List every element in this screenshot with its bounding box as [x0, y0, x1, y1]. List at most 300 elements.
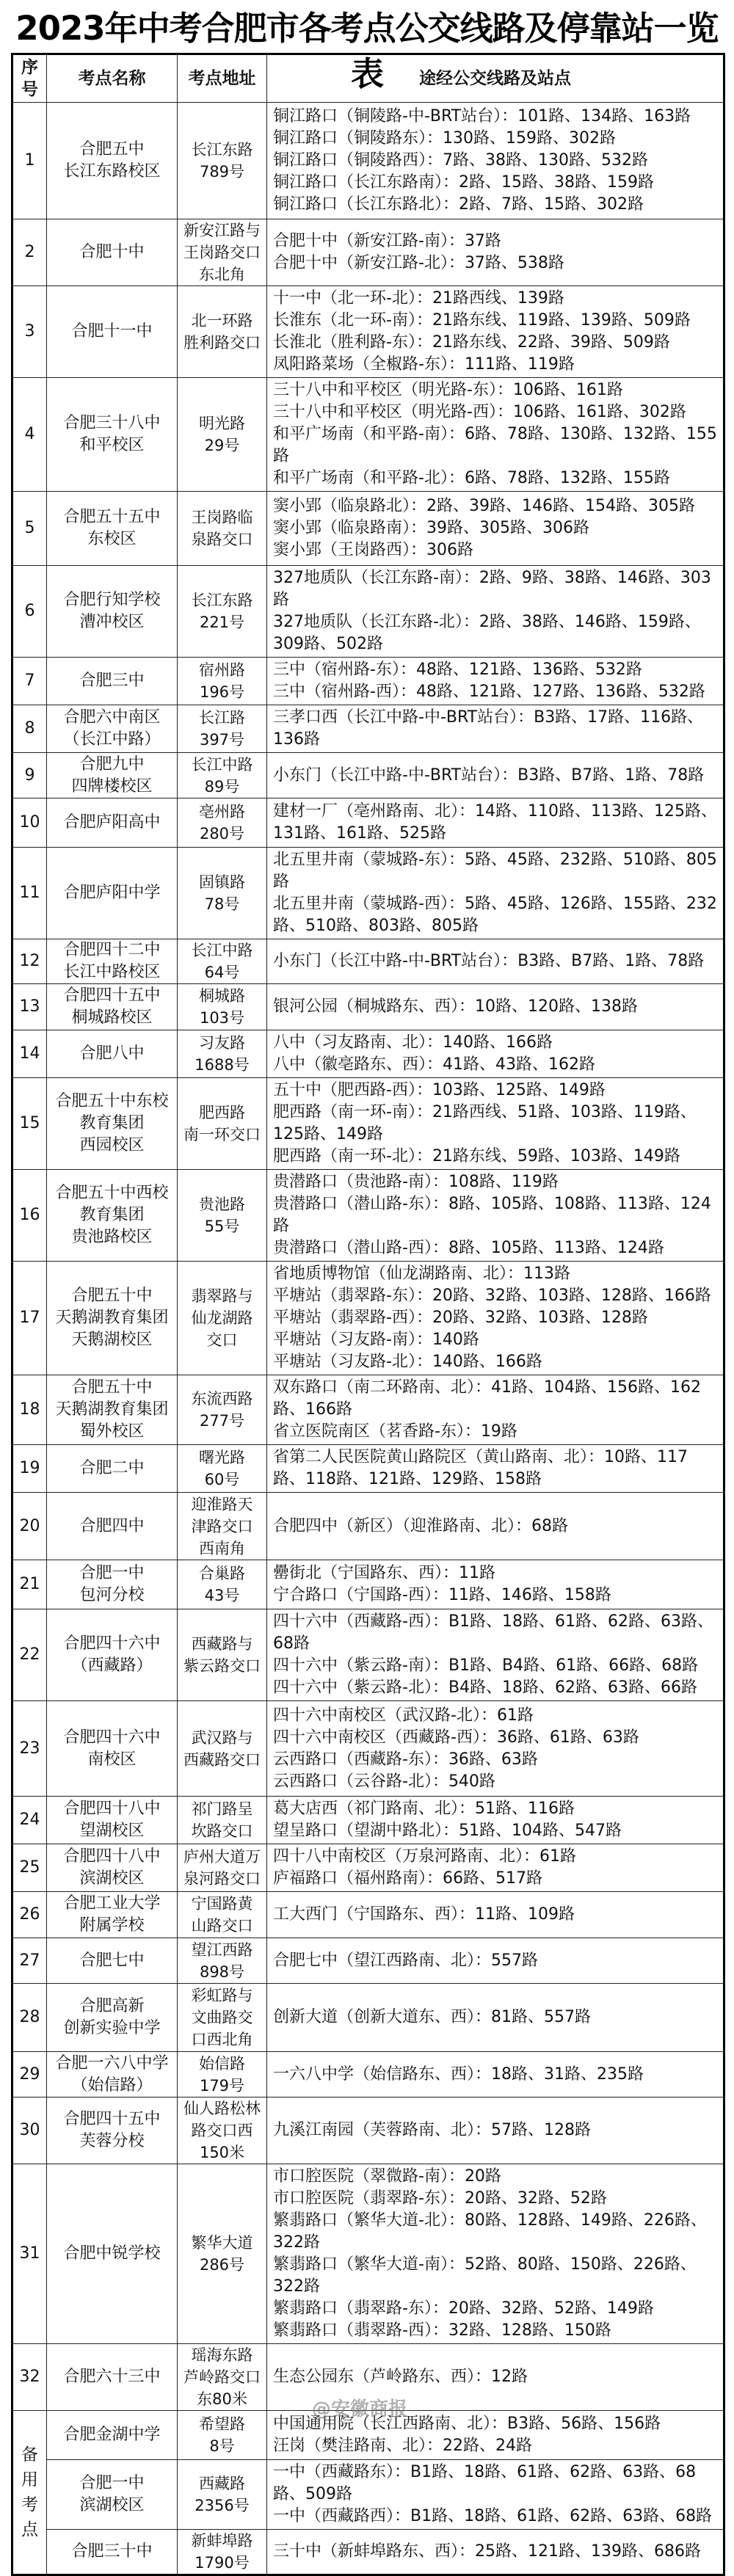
bus-stop-routes: 五十中（肥西路-西）：103路、125路、149路 [273, 1081, 606, 1099]
exam-site-name-line: 合肥四十六中 [63, 1634, 161, 1653]
bus-stop-routes: 四十六中（紫云路-北）：B4路、18路、62路、63路、66路 [273, 1678, 698, 1697]
bus-stop-routes: 八中（徽亳路东、西）：41路、43路、162路 [273, 1055, 595, 1074]
bus-stop-routes: 生态公园东（芦岭路东、西）：12路 [273, 2368, 528, 2386]
exam-site-address-line: 肥西路 [199, 1104, 245, 1121]
bus-routes [267, 1797, 724, 1844]
exam-site-name-line: 芙蓉分校 [79, 2132, 145, 2150]
row-number: 11 [12, 848, 47, 939]
bus-stop-routes: 327地质队（长江东路-南）：2路、9路、38路、146路、303路 [273, 569, 711, 609]
table-row [12, 1375, 724, 1445]
row-number: 22 [12, 1609, 47, 1701]
exam-site-name-line: （西藏路） [71, 1656, 153, 1675]
exam-site-address [178, 286, 267, 378]
bus-stop-routes: 云西路口（云谷路-北）：540路 [273, 1772, 495, 1791]
exam-site-address-line: 合巢路 [199, 1565, 245, 1582]
row-number: 18 [12, 1375, 47, 1445]
bus-routes [267, 1170, 724, 1262]
bus-routes [267, 492, 724, 566]
row-number: 23 [12, 1701, 47, 1797]
table-row [12, 705, 724, 753]
exam-site-name [47, 753, 178, 798]
exam-site-address-line: 西藏路交口 [184, 1750, 261, 1769]
exam-site-name [47, 848, 178, 939]
exam-site-address-line: 78号 [204, 895, 240, 913]
bus-stop-routes: 窦小郢（王岗路西）：306路 [273, 541, 473, 559]
exam-site-address-line: 亳州路 [199, 803, 245, 821]
exam-site-name-line: 滨湖校区 [79, 1869, 145, 1888]
exam-site-address-line: 路交口西 [191, 2122, 253, 2139]
bus-routes [267, 798, 724, 848]
exam-site-name-line: 合肥十一中 [71, 322, 153, 341]
exam-site-address [178, 2411, 267, 2460]
table-row [12, 1701, 724, 1797]
bus-stop-routes: 三中（宿州路-西）：48路、121路、127路、136路、532路 [273, 683, 705, 701]
row-number: 29 [12, 2052, 47, 2097]
bus-stop-routes: 四十八中南校区（万泉河路南、北）：61路 [273, 1847, 576, 1866]
bus-stop-routes: 繁翡路口（繁华大道-南）：52路、80路、150路、226路、322路 [273, 2255, 697, 2296]
exam-site-name [47, 1493, 178, 1560]
bus-routes [267, 219, 724, 286]
exam-site-name [47, 1170, 178, 1262]
exam-site-name [47, 1030, 178, 1078]
exam-site-name-line: 合肥四十二中 [63, 941, 161, 959]
exam-site-name-line: 西园校区 [79, 1136, 145, 1154]
exam-site-name-line: 长江中路校区 [63, 963, 161, 981]
exam-site-name [47, 2097, 178, 2164]
exam-site-name-line: 合肥十中 [79, 243, 145, 261]
bus-stop-routes: 合肥十中（新安江路-北）：37路、538路 [273, 254, 564, 272]
exam-site-name [47, 492, 178, 566]
bus-routes [267, 1493, 724, 1560]
table-row [12, 798, 724, 848]
bus-stop-routes: 小东门（长江中路-中-BRT站台）：B3路、B7路、1路、78路 [273, 765, 705, 785]
exam-site-address-line: 西藏路 [199, 2475, 245, 2492]
exam-site-address-line: 口西北角 [191, 2031, 253, 2048]
exam-site-address-line: 179号 [199, 2076, 245, 2095]
exam-site-address [178, 1262, 267, 1375]
bus-routes [267, 378, 724, 492]
bus-stop-routes: 327地质队（长江东路-北）：2路、38路、146路、159路、309路、502路 [273, 613, 701, 653]
exam-site-name [47, 219, 178, 286]
exam-site-name-line: 合肥三中 [79, 672, 145, 690]
exam-site-address-line: 789号 [199, 163, 245, 181]
row-number: 16 [12, 1170, 47, 1262]
exam-site-address-line: 长江路 [199, 709, 245, 727]
bus-stop-routes: 平塘站（翡翠路-西）：20路、32路、103路、128路 [273, 1309, 648, 1327]
row-number: 2 [12, 219, 47, 286]
row-number: 8 [12, 705, 47, 753]
exam-site-address-line: 60号 [204, 1471, 240, 1488]
exam-site-name [47, 1375, 178, 1445]
row-number: 28 [12, 1984, 47, 2052]
exam-site-name-line: 合肥九中 [79, 754, 145, 774]
table-row [12, 1030, 724, 1078]
exam-site-address [178, 103, 267, 219]
bus-stop-routes: 平塘站（翡翠路-东）：20路、32路、103路、128路、166路 [273, 1287, 711, 1305]
exam-site-name-line: 合肥五十中东校 [55, 1092, 169, 1110]
exam-site-address [178, 1445, 267, 1493]
bus-stop-routes: 合肥十中（新安江路-南）：37路 [273, 232, 501, 250]
exam-site-address-line: 交口 [206, 1331, 238, 1349]
exam-site-address [178, 1844, 267, 1892]
exam-site-address-line: 150米 [199, 2144, 245, 2161]
exam-site-name-line: （始信路） [71, 2075, 153, 2095]
bus-stop-routes: 长淮东（北一环-南）：21路东线、119路、139路、509路 [273, 311, 691, 330]
exam-site-name-line: 合肥行知学校 [63, 591, 161, 609]
bus-stop-routes: 贵潜路口（贵池路-南）：108路、119路 [273, 1173, 559, 1191]
exam-site-address [178, 798, 267, 848]
exam-site-name [47, 2411, 178, 2460]
table-row [12, 2097, 724, 2164]
row-number: 26 [12, 1892, 47, 1938]
exam-site-address [178, 1701, 267, 1797]
backup-sites-label [12, 2411, 47, 2575]
bus-stop-routes: 市口腔医院（翠微路-南）：20路 [273, 2167, 501, 2186]
exam-site-address-line: 仙人路松林 [184, 2100, 261, 2117]
header-no-label: 序号 [21, 58, 38, 99]
exam-site-address-line: 泉河路交口 [184, 1870, 261, 1888]
table-row [12, 1445, 724, 1493]
table-row [12, 1262, 724, 1375]
table-row [12, 219, 724, 286]
bus-stop-routes: 创新大道（创新大道东、西）：81路、557路 [273, 2008, 591, 2026]
bus-routes [267, 939, 724, 984]
exam-site-address [178, 219, 267, 286]
exam-site-address-line: 196号 [199, 683, 245, 701]
exam-site-address-line: 277号 [199, 1412, 245, 1430]
exam-site-address-line: 29号 [204, 437, 240, 454]
exam-site-address [178, 566, 267, 658]
row-number: 5 [12, 492, 47, 566]
exam-site-name-line: 合肥庐阳高中 [63, 813, 161, 832]
exam-site-address [178, 1170, 267, 1262]
exam-site-name-line: 合肥五十中 [71, 1287, 153, 1305]
exam-site-name [47, 1560, 178, 1609]
bus-stop-routes: 三十八中和平校区（明光路-东）：106路、161路 [273, 381, 623, 399]
table-row [12, 1493, 724, 1560]
exam-site-address-line: 武汉路与 [191, 1728, 253, 1747]
bus-routes [267, 753, 724, 798]
table-row [12, 658, 724, 705]
exam-site-address-line: 89号 [204, 777, 240, 796]
backup-label-char: 点 [21, 2520, 38, 2539]
exam-site-name-line: 合肥五十中 [71, 1378, 153, 1397]
exam-site-address [178, 492, 267, 566]
exam-site-name [47, 2052, 178, 2097]
exam-site-name-line: 天鹅湖教育集团 [55, 1400, 169, 1419]
bus-routes [267, 286, 724, 378]
bus-stop-routes: 罍街北（宁国路东、西）：11路 [273, 1564, 495, 1582]
row-number: 1 [12, 103, 47, 219]
bus-stop-routes: 庐福路口（福州路南）：66路、517路 [273, 1869, 542, 1888]
exam-site-address-line: 221号 [199, 614, 245, 631]
row-number: 6 [12, 566, 47, 658]
exam-site-name [47, 378, 178, 492]
table-row [12, 1844, 724, 1892]
bus-stop-routes: 北五里井南（蒙城路-东）：5路、45路、232路、510路、805路 [273, 851, 717, 891]
exam-site-address-line: 西藏路与 [191, 1635, 253, 1653]
exam-site-name-line: 合肥四十八中 [63, 1800, 161, 1818]
exam-site-name [47, 103, 178, 219]
exam-site-address [178, 1375, 267, 1445]
bus-stop-routes: 小东门（长江中路-中-BRT站台）：B3路、B7路、1路、78路 [273, 952, 705, 970]
bus-stop-routes: 繁翡路口（翡翠路-东）：20路、32路、52路、149路 [273, 2299, 654, 2318]
bus-stop-routes: 三中（宿州路-东）：48路、121路、136路、532路 [273, 661, 642, 679]
exam-site-name-line: 合肥四十六中 [63, 1728, 161, 1747]
watermark: @安徽商报 [312, 2398, 408, 2420]
bus-routes [267, 566, 724, 658]
bus-stop-routes: 一中（西藏路西）：B1路、18路、61路、62路、63路、68路 [273, 2507, 713, 2525]
exam-site-name [47, 1984, 178, 2052]
bus-stop-routes: 和平广场南（和平路-北）：6路、78路、132路、155路 [273, 469, 670, 487]
exam-site-name [47, 1844, 178, 1892]
bus-routes [267, 848, 724, 939]
bus-stop-routes: 一中（西藏路东）：B1路、18路、61路、62路、63路、68路、509路 [273, 2463, 697, 2503]
exam-site-address-line: 固镇路 [199, 873, 245, 891]
row-number: 30 [12, 2097, 47, 2164]
exam-site-address-line: 胜利路交口 [184, 334, 261, 352]
exam-site-address [178, 378, 267, 492]
bus-stop-routes: 葛大店西（祁门路南、北）：51路、116路 [273, 1800, 575, 1818]
bus-routes [267, 2530, 724, 2575]
exam-site-address [178, 1892, 267, 1938]
header-address: 考点地址 [178, 54, 267, 103]
bus-routes [267, 705, 724, 753]
exam-site-address [178, 1493, 267, 1560]
exam-site-address-line: 迎淮路天 [191, 1495, 253, 1513]
exam-site-address-line: 紫云路交口 [184, 1657, 261, 1675]
bus-routes [267, 1938, 724, 1984]
table-row [12, 566, 724, 658]
backup-label-char: 备 [21, 2445, 38, 2464]
exam-site-name-line: 漕冲校区 [79, 613, 145, 631]
row-number: 14 [12, 1030, 47, 1078]
header-no [12, 54, 47, 103]
exam-site-address-line: 繁华大道 [191, 2234, 253, 2252]
row-number: 10 [12, 798, 47, 848]
exam-site-address [178, 2460, 267, 2530]
row-number: 24 [12, 1797, 47, 1844]
exam-site-name [47, 1609, 178, 1701]
exam-site-address-line: 新蚌埠路 [191, 2532, 253, 2550]
exam-site-name-line: 合肥二中 [79, 1459, 145, 1477]
bus-stop-routes: 平塘站（习友路-北）：140路、166路 [273, 1353, 542, 1371]
bus-routes [267, 1078, 724, 1170]
row-number: 9 [12, 753, 47, 798]
bus-stop-routes: 三十中（新蚌埠路东、西）：25路、121路、139路、686路 [273, 2542, 701, 2561]
exam-site-address-line: 长江中路 [191, 942, 253, 959]
exam-site-address-line: 北一环路 [191, 312, 253, 330]
backup-table-row [12, 2460, 724, 2530]
exam-site-address-line: 1790号 [195, 2554, 250, 2572]
exam-site-address-line: 东流西路 [191, 1390, 253, 1408]
exam-site-name-line: 教育集团 [79, 1114, 145, 1132]
exam-site-name-line: 合肥庐阳中学 [63, 884, 161, 902]
table-row [12, 1609, 724, 1701]
exam-site-address [178, 939, 267, 984]
row-number: 4 [12, 378, 47, 492]
exam-site-address [178, 1609, 267, 1701]
exam-site-address-line: 43号 [204, 1587, 240, 1604]
exam-site-address [178, 705, 267, 753]
exam-site-name-line: 和平校区 [79, 436, 145, 454]
bus-stop-routes: 宁合路口（宁国路-西）：11路、146路、158路 [273, 1586, 611, 1604]
row-number: 3 [12, 286, 47, 378]
exam-site-address [178, 1078, 267, 1170]
exam-site-address-line: 贵池路 [199, 1196, 245, 1213]
exam-site-address-line: 宁国路黄 [191, 1895, 253, 1913]
exam-site-name-line: 合肥高新 [79, 1997, 145, 2015]
bus-stop-routes: 铜江路口（长江东路南）：2路、15路、38路、159路 [273, 173, 654, 192]
exam-site-name [47, 939, 178, 984]
bus-routes [267, 2164, 724, 2344]
bus-stop-routes: 贵潜路口（潜山路-东）：8路、105路、108路、113路、124路 [273, 1195, 711, 1235]
exam-site-name [47, 1938, 178, 1984]
exam-site-name [47, 566, 178, 658]
bus-routes [267, 1701, 724, 1797]
row-number: 25 [12, 1844, 47, 1892]
bus-routes [267, 103, 724, 219]
bus-stop-routes: 平塘站（习友路-南）：140路 [273, 1331, 479, 1349]
exam-site-name-line: 合肥三十中 [71, 2542, 153, 2561]
bus-routes [267, 984, 724, 1030]
exam-site-name-line: 长江东路校区 [63, 162, 161, 181]
bus-stop-routes: 银河公园（桐城路东、西）：10路、120路、138路 [273, 997, 638, 1016]
table-row [12, 1078, 724, 1170]
exam-site-address [178, 658, 267, 705]
exam-site-address-line: 8号 [209, 2437, 235, 2455]
bus-stop-routes: 铜江路口（铜陵路西）：7路、38路、130路、532路 [273, 151, 648, 170]
row-number: 27 [12, 1938, 47, 1984]
exam-site-address [178, 848, 267, 939]
exam-site-address-line: 曙光路 [199, 1449, 245, 1466]
exam-site-name-line: 合肥六十三中 [63, 2368, 161, 2386]
exam-site-address-line: 祁门路呈 [191, 1800, 253, 1818]
exam-site-name-line: 合肥四十五中 [63, 2110, 161, 2128]
exam-site-name-line: 创新实验中学 [63, 2019, 161, 2037]
bus-stop-routes: 长淮北（胜利路-东）：21路东线、22路、39路、509路 [273, 333, 670, 352]
bus-routes [267, 2052, 724, 2097]
exam-site-name-line: 望湖校区 [79, 1822, 145, 1840]
exam-site-address-line: 长江东路 [191, 141, 253, 159]
page-title: 2023年中考合肥市各考点公交线路及停靠站一览表 [15, 9, 719, 93]
exam-site-name-line: 合肥四中 [79, 1516, 145, 1535]
exam-site-address-line: 桐城路 [199, 987, 245, 1005]
exam-site-address-line: 王岗路交口 [184, 244, 261, 261]
bus-routes [267, 1375, 724, 1445]
backup-label-char: 用 [21, 2470, 38, 2489]
table-row [12, 2164, 724, 2344]
bus-stop-routes: 建材一厂（亳州路南、北）：14路、110路、113路、125路、131路、161路、525路 [273, 802, 717, 843]
exam-site-address-line: 明光路 [199, 415, 245, 432]
exam-site-name [47, 705, 178, 753]
table-row [12, 939, 724, 984]
exam-site-address-line: 坎路交口 [191, 1822, 253, 1840]
exam-site-address-line: 南一环交口 [184, 1126, 261, 1143]
bus-stop-routes: 双东路口（南二环路南、北）：41路、104路、156路、162路、166路 [273, 1378, 701, 1419]
table-header-row [12, 54, 724, 103]
exam-site-name-line: 教育集团 [79, 1206, 145, 1224]
exam-site-address [178, 2097, 267, 2164]
table-row [12, 848, 724, 939]
table-row [12, 492, 724, 566]
exam-site-name [47, 1262, 178, 1375]
bus-stop-routes: 繁翡路口（繁华大道-北）：80路、128路、149路、226路、322路 [273, 2211, 707, 2252]
bus-stop-routes: 省第二人民医院黄山路院区（黄山路南、北）：10路、117路、118路、121路、129路、158路 [273, 1448, 688, 1488]
exam-site-address-line: 仙龙湖路 [191, 1309, 253, 1327]
exam-site-name-line: 桐城路校区 [71, 1008, 153, 1027]
exam-site-address-line: 397号 [199, 731, 245, 749]
bus-stop-routes: 和平广场南（和平路-南）：6路、78路、130路、132路、155路 [273, 425, 717, 465]
exam-site-name-line: 合肥五中 [79, 140, 145, 159]
exam-site-address [178, 1984, 267, 2052]
exam-site-address [178, 753, 267, 798]
table-row [12, 286, 724, 378]
table-row [12, 1797, 724, 1844]
exam-site-name [47, 1797, 178, 1844]
bus-stop-routes: 繁翡路口（翡翠路-西）：32路、128路、150路 [273, 2321, 611, 2340]
table-row [12, 1984, 724, 2052]
bus-stop-routes: 八中（习友路南、北）：140路、166路 [273, 1033, 553, 1052]
row-number: 13 [12, 984, 47, 1030]
bus-stop-routes: 十一中（北一环-北）：21路西线、139路 [273, 289, 564, 308]
bus-stop-routes: 窦小郢（临泉路北）：2路、39路、146路、154路、305路 [273, 497, 695, 515]
header-name: 考点名称 [47, 54, 178, 103]
exam-site-address-line: 286号 [199, 2256, 245, 2274]
row-number: 20 [12, 1493, 47, 1560]
bus-stop-routes: 省立医院南区（茗香路-东）：19路 [273, 1422, 517, 1441]
exam-site-address-line: 津路交口 [191, 1517, 253, 1535]
exam-site-address-line: 西南角 [199, 1539, 245, 1557]
bus-routes [267, 1262, 724, 1375]
exam-site-name-line: 合肥五十五中 [63, 508, 161, 526]
exam-site-name [47, 1701, 178, 1797]
bus-stop-routes: 四十六中南校区（西藏路-西）：36路、61路、63路 [273, 1728, 639, 1747]
exam-site-address-line: 习友路 [199, 1034, 245, 1052]
table-row [12, 1560, 724, 1609]
row-number: 15 [12, 1078, 47, 1170]
exam-site-name-line: 合肥一六八中学 [55, 2053, 169, 2073]
bus-stop-routes: 合肥七中（望江西路南、北）：557路 [273, 1951, 538, 1970]
exam-site-address-line: 280号 [199, 825, 245, 843]
exam-site-address-line: 55号 [204, 1218, 240, 1235]
row-number: 12 [12, 939, 47, 984]
exam-site-name-line: 四牌楼校区 [71, 776, 153, 796]
bus-stop-routes: 市口腔医院（翡翠路-东）：20路、32路、52路 [273, 2189, 607, 2208]
exam-site-name [47, 2460, 178, 2530]
bus-stop-routes: 贵潜路口（潜山路-西）：8路、105路、113路、124路 [273, 1239, 664, 1257]
table-row [12, 1170, 724, 1262]
exam-site-name [47, 2164, 178, 2344]
exam-site-address-line: 庐州大道万 [184, 1848, 261, 1866]
exam-site-address [178, 2164, 267, 2344]
exam-site-address [178, 984, 267, 1030]
exam-site-address-line: 东北角 [199, 266, 245, 283]
exam-site-name-line: 合肥七中 [79, 1951, 145, 1970]
exam-site-address-line: 山路交口 [191, 1917, 253, 1935]
exam-site-name-line: 包河分校 [79, 1586, 145, 1604]
bus-stop-routes: 中国通用院（长江西路南、北）：B3路、56路、156路 [273, 2415, 661, 2433]
exam-site-name [47, 2530, 178, 2575]
exam-site-name-line: 合肥四十八中 [63, 1847, 161, 1866]
exam-site-address-line: 宿州路 [199, 661, 245, 679]
bus-routes [267, 1844, 724, 1892]
exam-site-name [47, 286, 178, 378]
bus-stop-routes: 铜江路口（长江东路北）：2路、7路、15路、302路 [273, 195, 644, 214]
exam-site-address [178, 2530, 267, 2575]
exam-site-address-line: 瑶海东路 [191, 2346, 253, 2364]
exam-site-name-line: 贵池路校区 [71, 1228, 153, 1246]
